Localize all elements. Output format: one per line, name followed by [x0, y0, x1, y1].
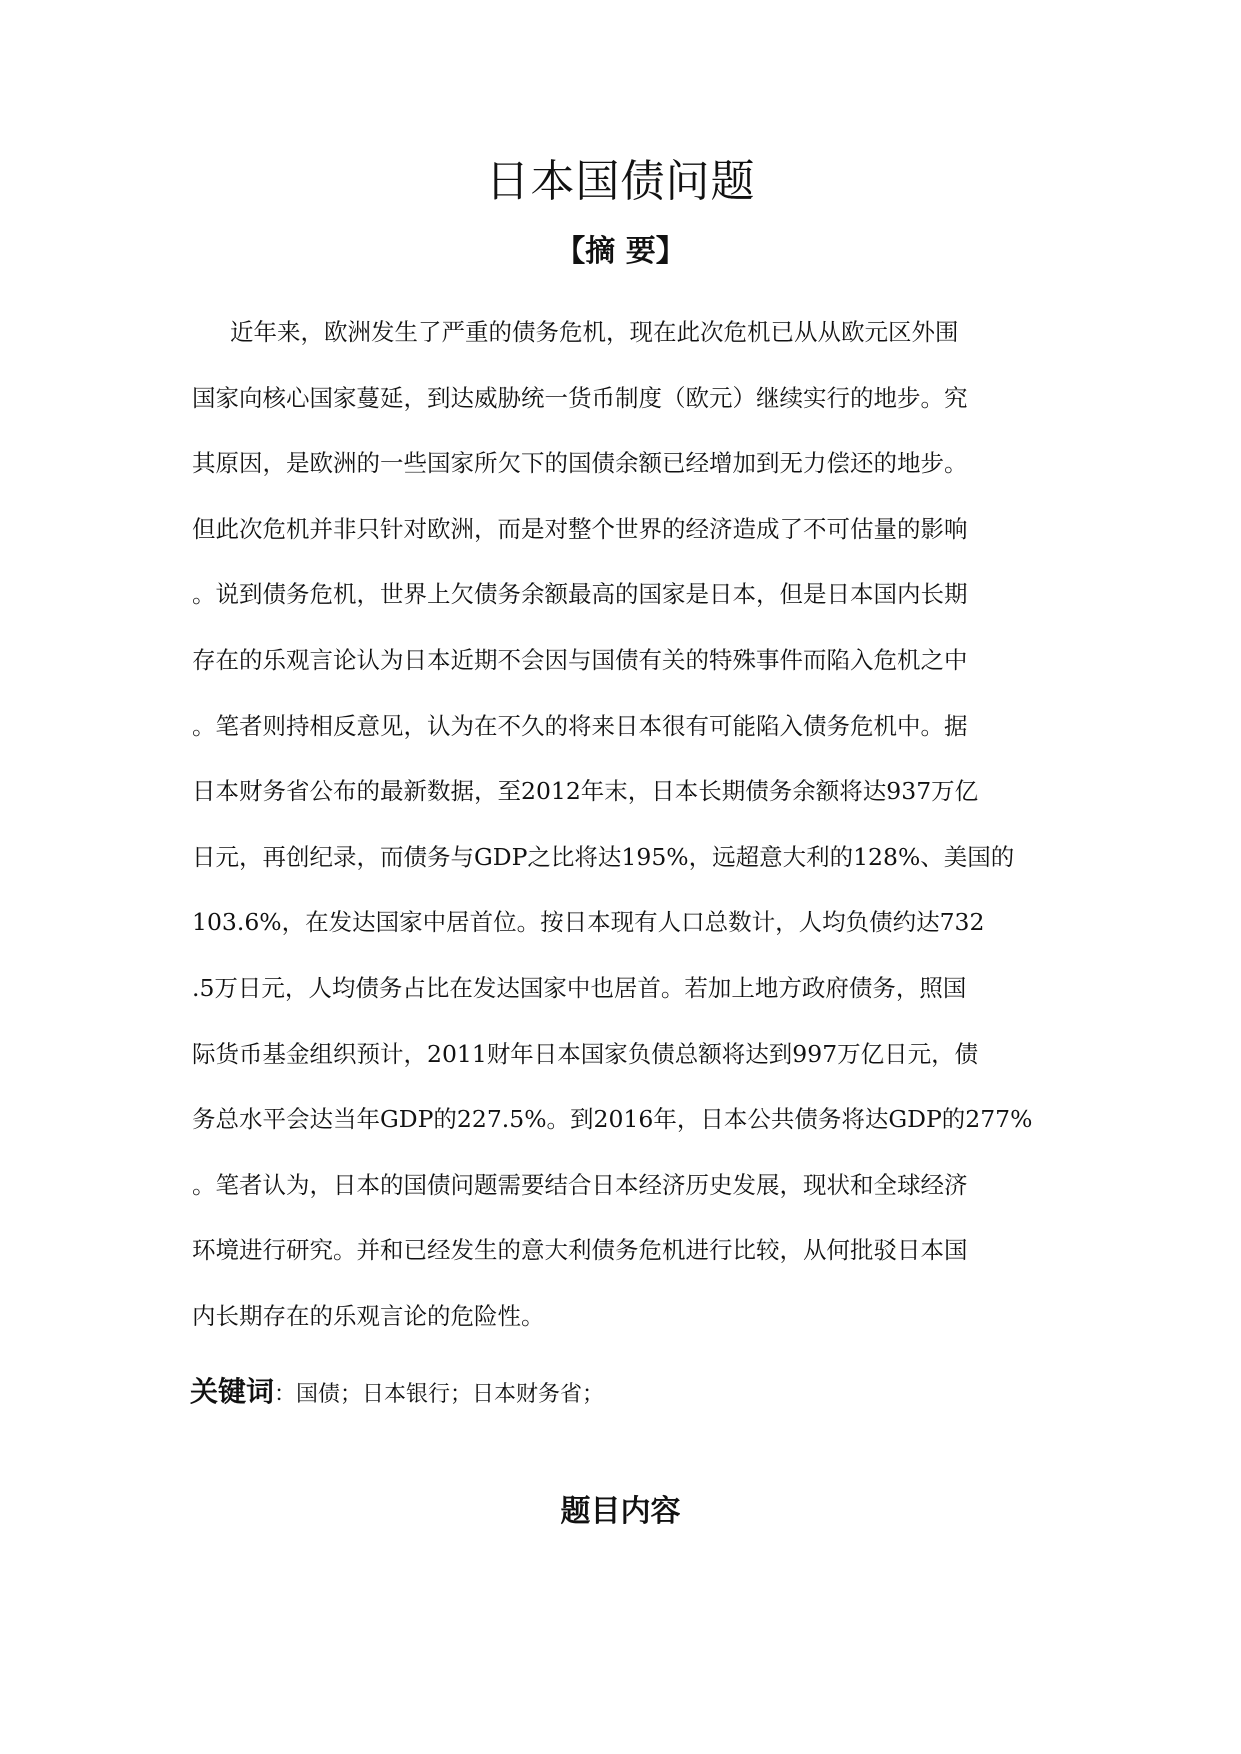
- abstract-line: 务总水平会达当年GDP的227.5%。到2016年，日本公共债务将达GDP的277%: [192, 1105, 1033, 1134]
- abstract-body: [192, 300, 1072, 1350]
- abstract-line: 国家向核心国家蔓延，到达威胁统一货币制度（欧元）继续实行的地步。究: [192, 383, 968, 412]
- abstract-line: 环境进行研究。并和已经发生的意大利债务危机进行比较，从何批驳日本国: [192, 1236, 968, 1265]
- abstract-line: 。说到债务危机，世界上欠债务余额最高的国家是日本，但是日本国内长期: [192, 580, 968, 609]
- abstract-line: .5万日元，人均债务占比在发达国家中也居首。若加上地方政府债务，照国: [192, 973, 967, 1002]
- abstract-line: 。笔者则持相反意见，认为在不久的将来日本很有可能陷入债务危机中。据: [192, 711, 968, 740]
- keywords-label: 关键词: [190, 1375, 275, 1408]
- abstract-heading: 【摘 要】: [555, 234, 686, 269]
- abstract-line: 。笔者认为，日本的国债问题需要结合日本经济历史发展，现状和全球经济: [192, 1170, 968, 1199]
- section-heading: 题目内容: [560, 1494, 681, 1529]
- abstract-line: 际货币基金组织预计，2011财年日本国家负债总额将达到997万亿日元，债: [192, 1039, 979, 1068]
- abstract-line: 近年来，欧洲发生了严重的债务危机，现在此次危机已从从欧元区外围: [230, 318, 959, 346]
- abstract-line: 存在的乐观言论认为日本近期不会因与国债有关的特殊事件而陷入危机之中: [192, 645, 968, 674]
- abstract-line: 103.6%，在发达国家中居首位。按日本现有人口总数计，人均负债约达732: [192, 908, 985, 937]
- keywords-value: ：国债；日本银行；日本财务省；: [274, 1382, 605, 1407]
- abstract-line: 日本财务省公布的最新数据，至2012年末，日本长期债务余额将达937万亿: [192, 777, 979, 806]
- keywords: [190, 1370, 1070, 1417]
- abstract-line: 日元，再创纪录，而债务与GDP之比将达195%，远超意大利的128%、美国的: [192, 842, 1015, 871]
- abstract-line: 其原因，是欧洲的一些国家所欠下的国债余额已经增加到无力偿还的地步。: [192, 449, 968, 478]
- document-title: 日本国债问题: [485, 156, 756, 207]
- abstract-line: 内长期存在的乐观言论的危险性。: [192, 1301, 545, 1330]
- abstract-line: 但此次危机并非只针对欧洲，而是对整个世界的经济造成了不可估量的影响: [192, 514, 968, 543]
